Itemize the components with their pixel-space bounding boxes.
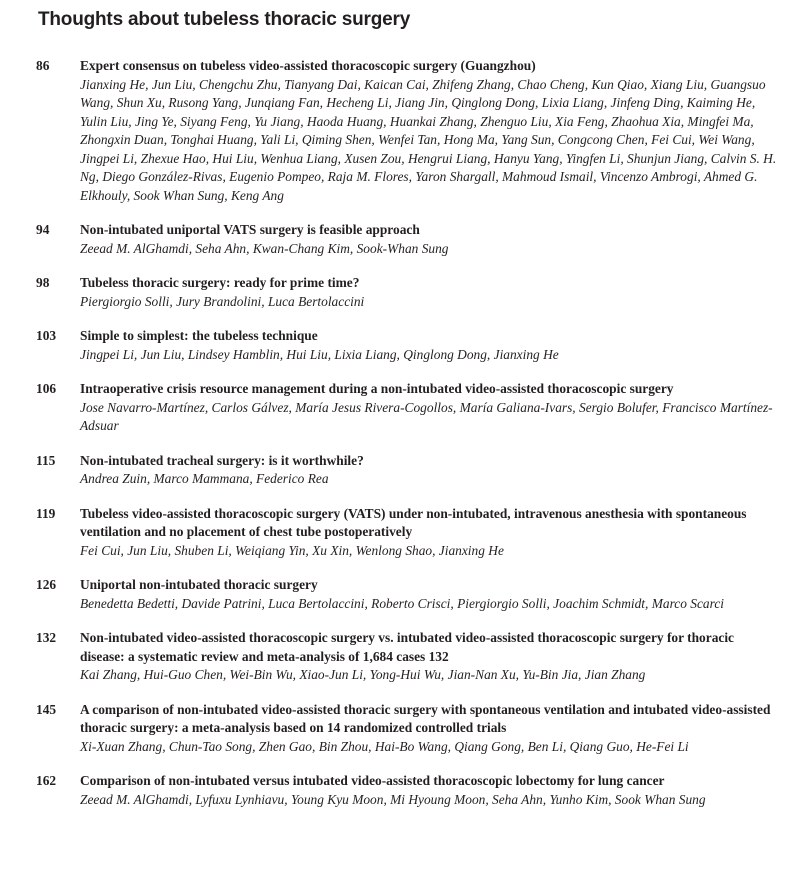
toc-entry (0, 327, 800, 364)
entry-authors: Andrea Zuin, Marco Mammana, Federico Rea (80, 471, 329, 486)
entry-authors: Jianxing He, Jun Liu, Chengchu Zhu, Tianyang Dai, Kaican Cai, Zhifeng Zhang, Chao Cheng, Kun Qiao, Xiang Liu, Guangsuo Wang, Shun Xu, Rusong Yang, Junqiang Fan, Hecheng Li, Jiang Jin, Qinglong Dong, Lixia Liang, Jinfeng Ding, Kaiming He, Yulin Liu, Jing Ye, Siyang Feng, Yu Jiang, Haoda Huang, Huankai Zhang, Zhenguo Liu, Xia Feng, Zhaohua Xia, Mingfei Ma, Zhongxin Duan, Tonghai Huang, Yali Li, Qiming Shen, Wenfei Tan, Hong Ma, Yang Sun, Congcong Chen, Fei Cui, Wei Wang, Jingpei Li, Zhexue Hao, Hui Liu, Wenhua Liang, Xusen Zou, Hengrui Liang, Hanyu Yang, Yingfen Li, Shunjun Jiang, Calvin S. H. Ng, Diego González-Rivas, Eugenio Pompeo, Raja M. Flores, Yaron Shargall, Mahmoud Ismail, Vincenzo Ambrogi, Ahmed G. Elkhouly, Sook Whan Sung, Keng Ang (80, 76, 777, 203)
entry-title[interactable]: Comparison of non-intubated versus intubated video-assisted thoracoscopic lobectomy for lung cancer (80, 773, 665, 788)
entry-title[interactable]: Non-intubated tracheal surgery: is it worthwhile? (80, 452, 364, 468)
section-title: Thoughts about tubeless thoracic surgery (38, 9, 411, 30)
entry-page-number: 106 (36, 381, 57, 396)
toc-entry (0, 452, 800, 489)
toc-entry (0, 629, 800, 685)
entry-page-number: 86 (36, 58, 50, 73)
entry-title[interactable]: Simple to simplest: the tubeless technique (80, 328, 318, 343)
entry-authors: Kai Zhang, Hui-Guo Chen, Wei-Bin Wu, Xiao-Jun Li, Yong-Hui Wu, Jian-Nan Xu, Yu-Bin Jia, Jian Zhang (80, 667, 646, 682)
entry-title[interactable]: Intraoperative crisis resource management during a non-intubated video-assisted thoracoscopic surgery (80, 381, 674, 396)
entry-title[interactable]: A comparison of non-intubated video-assisted thoracic surgery with spontaneous ventilation and intubated video-assisted thoracic surgery: a meta-analysis based on 14 randomized controlled trials (80, 701, 771, 735)
entry-authors: Piergiorgio Solli, Jury Brandolini, Luca Bertolaccini (80, 293, 365, 309)
entry-title[interactable]: Uniportal non-intubated thoracic surgery (80, 577, 318, 592)
entry-body (80, 452, 780, 489)
entry-page-number: 94 (36, 222, 50, 237)
entry-body (80, 274, 780, 311)
toc-entry (0, 57, 800, 205)
entry-authors: Jingpei Li, Jun Liu, Lindsey Hamblin, Hui Liu, Lixia Liang, Qinglong Dong, Jianxing He (80, 346, 559, 362)
entry-body (80, 380, 780, 436)
entry-authors: Benedetta Bedetti, Davide Patrini, Luca Bertolaccini, Roberto Crisci, Piergiorgio Solli, Joachim Schmidt, Marco Scarci (80, 595, 724, 611)
entry-title[interactable]: Expert consensus on tubeless video-assisted thoracoscopic surgery (Guangzhou) (80, 58, 536, 73)
toc-entry (0, 221, 800, 258)
toc-entry (0, 701, 800, 757)
entry-body (80, 576, 780, 613)
entry-authors: Xi-Xuan Zhang, Chun-Tao Song, Zhen Gao, Bin Zhou, Hai-Bo Wang, Qiang Gong, Ben Li, Qiang Guo, He-Fei Li (80, 738, 689, 754)
entry-body (80, 772, 780, 809)
toc-entry (0, 576, 800, 613)
entry-title[interactable]: Tubeless video-assisted thoracoscopic surgery (VATS) under non-intubated, intravenous anesthesia with spontaneous ventilation and no placement of chest tube postoperatively (80, 505, 747, 539)
entry-authors: Zeead M. AlGhamdi, Seha Ahn, Kwan-Chang Kim, Sook-Whan Sung (80, 240, 449, 256)
entry-page-number: 103 (36, 328, 57, 343)
entry-page-number: 145 (36, 701, 57, 717)
entry-authors: Zeead M. AlGhamdi, Lyfuxu Lynhiavu, Young Kyu Moon, Mi Hyoung Moon, Seha Ahn, Yunho Kim, Sook Whan Sung (80, 791, 706, 807)
toc-entry (0, 274, 800, 311)
entry-page-number: 132 (36, 630, 57, 645)
entry-body (80, 629, 780, 685)
entry-page-number: 98 (36, 275, 50, 290)
entry-page-number: 115 (36, 452, 56, 468)
entry-body (80, 57, 780, 205)
entry-authors: Fei Cui, Jun Liu, Shuben Li, Weiqiang Yin, Xu Xin, Wenlong Shao, Jianxing He (80, 542, 504, 558)
entry-page-number: 162 (36, 773, 57, 788)
toc-entries (0, 57, 800, 825)
entry-body (80, 221, 780, 258)
toc-entry (0, 380, 800, 436)
entry-page-number: 119 (36, 505, 56, 521)
toc-entry (0, 772, 800, 809)
entry-title[interactable]: Non-intubated video-assisted thoracoscopic surgery vs. intubated video-assisted thoracoscopic surgery for thoracic disease: a systematic review and meta-analysis of 1,684 cases 132 (80, 630, 734, 664)
entry-title[interactable]: Non-intubated uniportal VATS surgery is feasible approach (80, 222, 420, 237)
entry-body (80, 701, 780, 757)
toc-entry (0, 505, 800, 561)
entry-authors: Jose Navarro-Martínez, Carlos Gálvez, María Jesus Rivera-Cogollos, María Galiana-Ivars, Sergio Bolufer, Francisco Martínez-Adsuar (80, 399, 773, 433)
entry-body (80, 327, 780, 364)
entry-page-number: 126 (36, 577, 57, 592)
entry-body (80, 505, 780, 561)
entry-title[interactable]: Tubeless thoracic surgery: ready for prime time? (80, 275, 360, 290)
